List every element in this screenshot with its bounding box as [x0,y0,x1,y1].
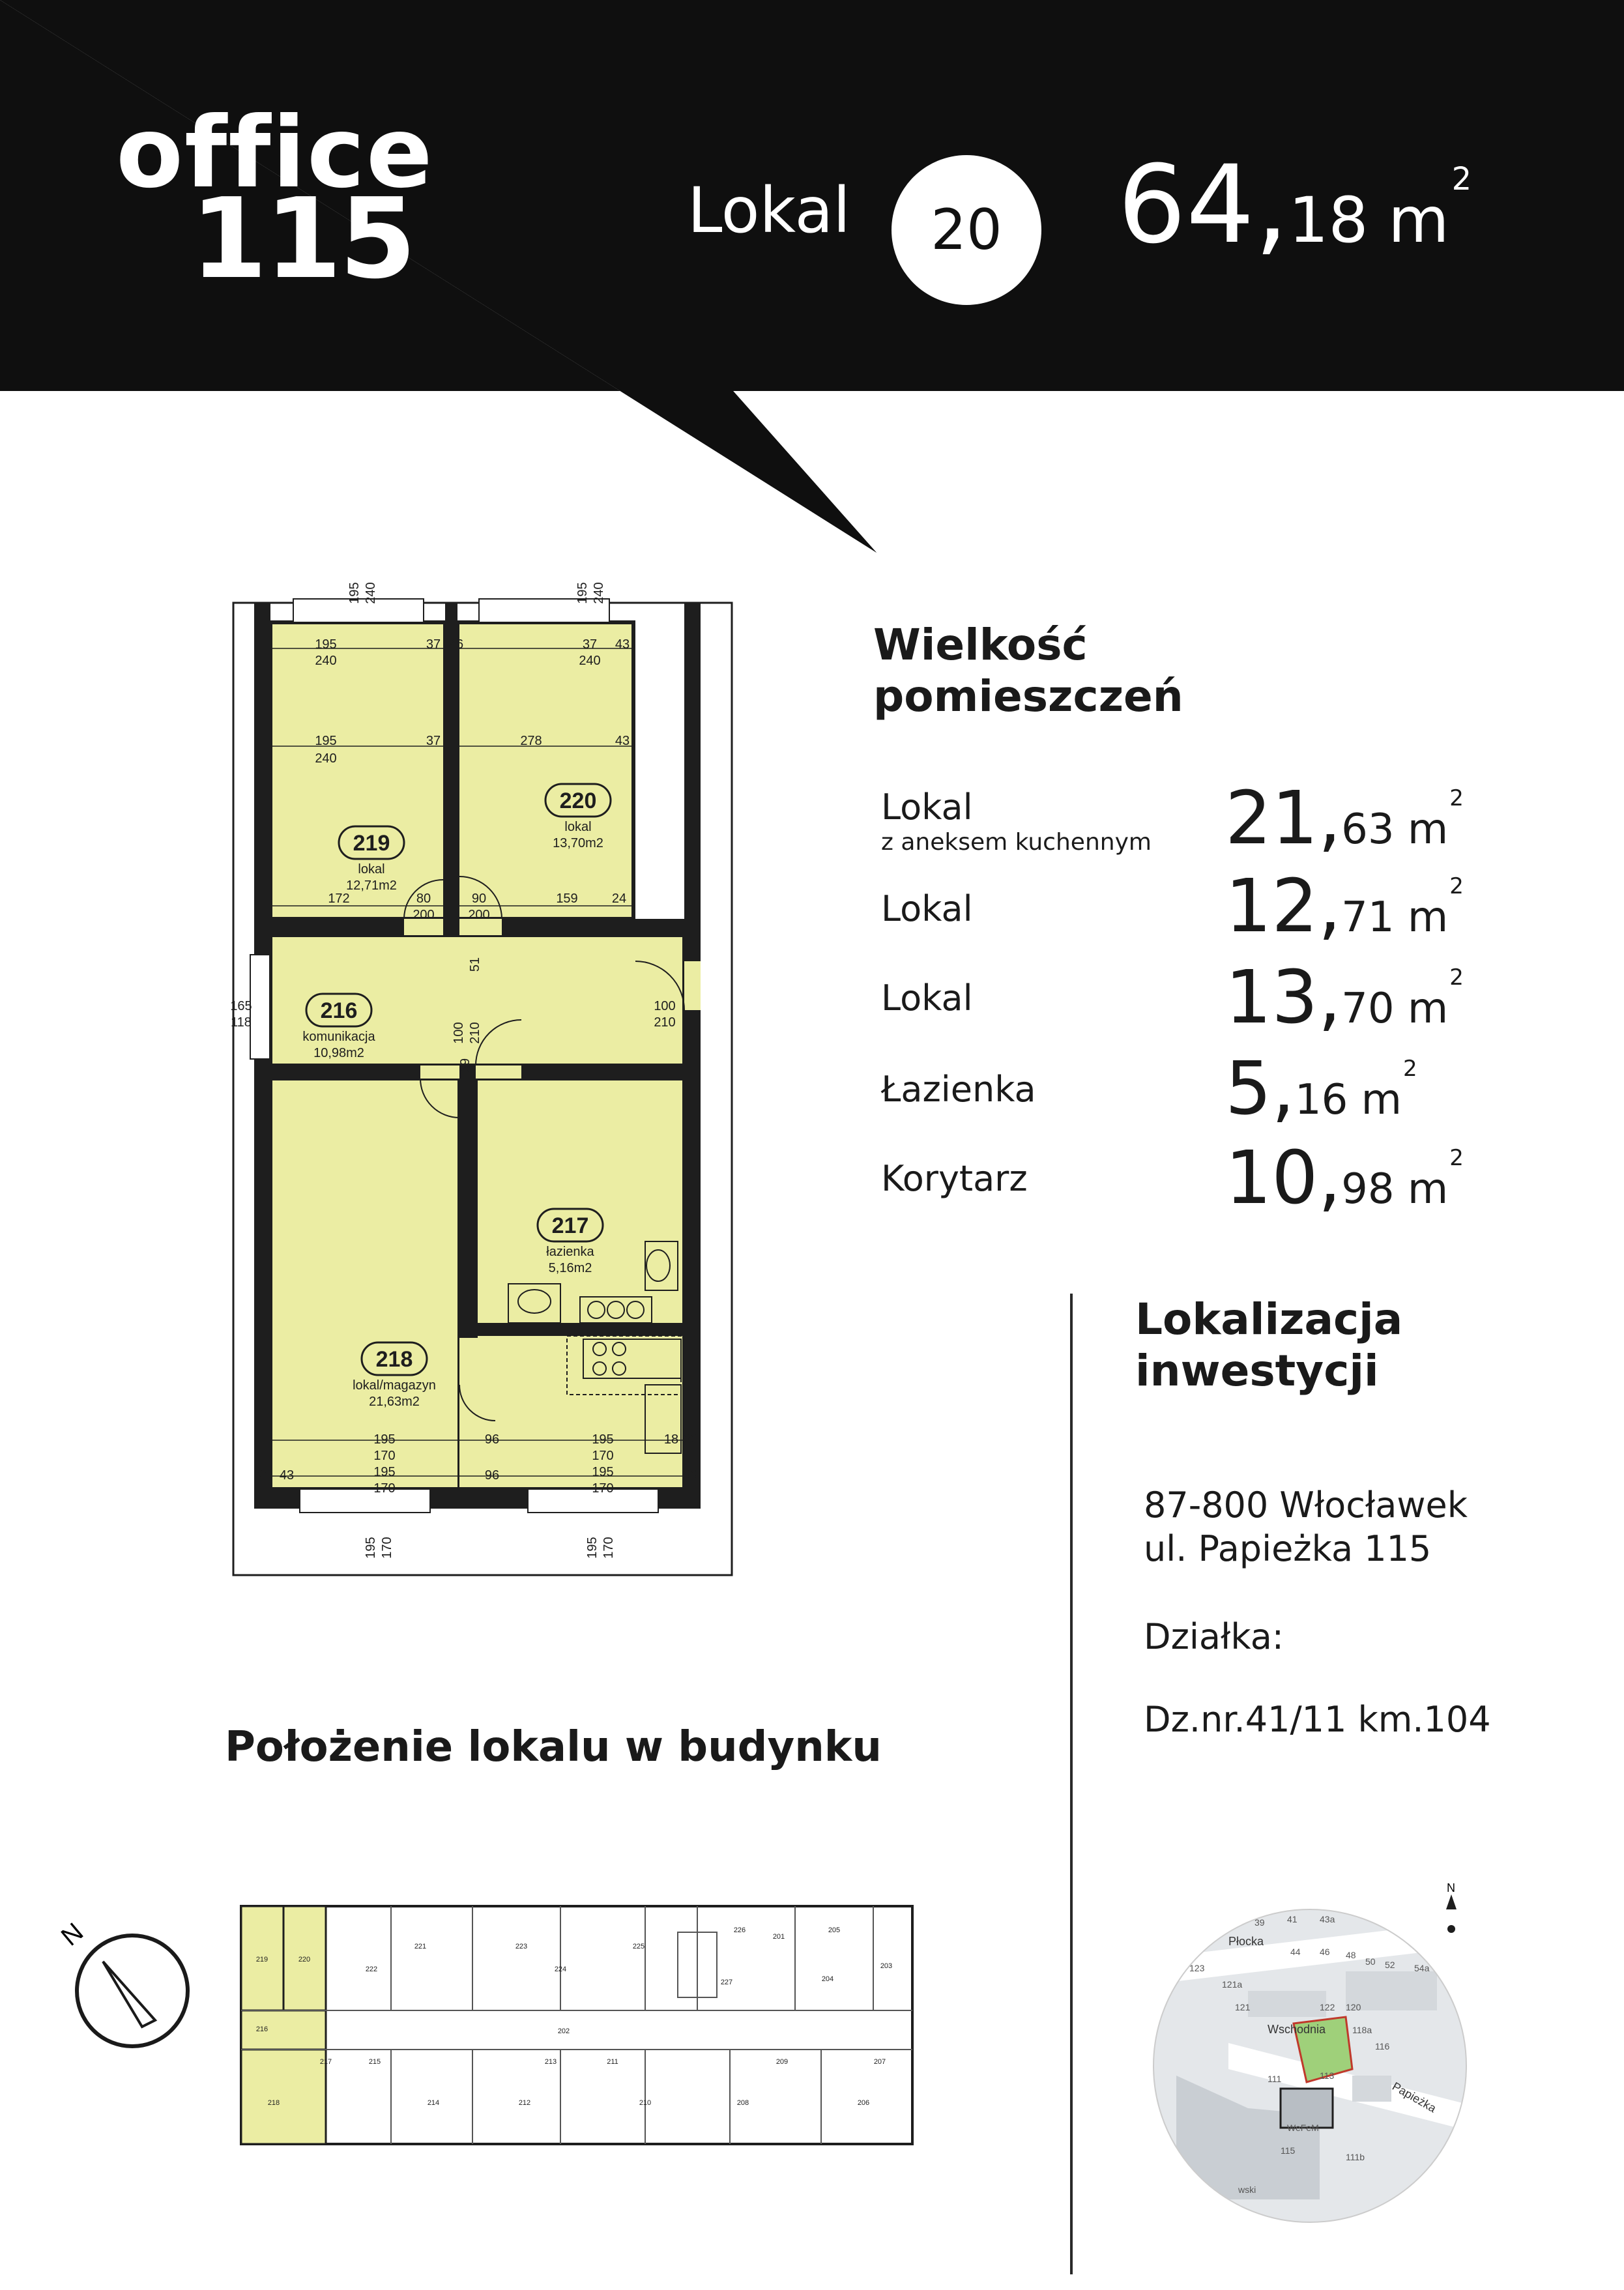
dim-text: 43 [615,637,630,652]
room-216-area: 10,98m2 [313,1046,364,1060]
map-label: 43a [1320,1914,1335,1924]
map-label: 50 [1365,1956,1376,1967]
section-divider [1070,1294,1073,2274]
map-north-label: N [1447,1881,1455,1894]
dim-text: 80 [416,891,431,906]
dim-text: 195 [373,1465,396,1479]
size-row-3-decimal: 70 m [1341,985,1449,1033]
plan-unit: 226 [733,1926,746,1934]
plan-unit: 201 [772,1933,785,1941]
plan-unit: 218 [267,2099,280,2107]
room-216-number: 216 [320,998,358,1023]
map-street-plocka: Płocka [1228,1935,1264,1948]
compass-north-label: N [55,1917,89,1952]
map-label: 39 [1254,1917,1265,1928]
dim-text: 240 [315,751,337,766]
dim-text: 195 [315,637,337,652]
plan-unit: 227 [720,1978,733,1986]
map-label: 115 [1281,2145,1296,2156]
logo-word: office [116,96,434,210]
dim-text: 240 [592,582,606,604]
dim-text: 195 [592,1465,614,1479]
size-row-3-whole: 13, [1225,955,1342,1040]
room-220-name: lokal [564,820,592,834]
plan-unit: 225 [632,1943,645,1950]
map-label: 41 [1287,1914,1298,1924]
room-218-fill-a [270,1079,459,1489]
room-217-name: łazienka [546,1245,594,1259]
dim-text: 90 [471,891,487,906]
unit-label: Lokal [688,174,850,247]
size-row-5-value [1225,1136,1464,1221]
dim-text: 170 [592,1481,614,1496]
plan-unit: 208 [736,2099,749,2107]
dim-text: 165 [230,999,252,1013]
map-street-wschodnia: Wschodnia [1268,2023,1326,2036]
plan-unit: 213 [544,2058,557,2066]
dim-text: 210 [468,1022,482,1044]
size-row-4-label: Łazienka [881,1069,1036,1110]
size-row-3-label: Lokal [881,978,973,1019]
building-plan [222,1893,925,2157]
size-row-1-decimal: 63 m [1341,805,1449,854]
plan-unit: 202 [557,2027,570,2035]
dim-text: 51 [468,957,482,972]
room-216-name: komunikacja [302,1030,375,1044]
room-217-area: 5,16m2 [548,1261,592,1275]
map-label: 121 [1235,2002,1251,2012]
unit-number-badge [892,155,1041,305]
dim-text: 170 [373,1481,396,1496]
dim-text: 96 [484,1468,500,1483]
dim-text: 100 [654,999,676,1013]
plan-unit: 217 [319,2058,332,2066]
room-sizes-title-line1: Wielkość [873,620,1088,670]
dim-text: 240 [364,582,378,604]
dim-text: 240 [579,654,601,668]
size-row-2-decimal: 71 m [1341,893,1449,942]
size-row-1-value [1225,776,1464,861]
dim-text: 43 [615,734,630,748]
plan-unit: 204 [821,1975,834,1983]
map-street-papiezka: Papieżka [1390,2080,1439,2115]
plot-value: Dz.nr.41/11 km.104 [1144,1699,1491,1740]
plan-unit: 221 [414,1943,427,1950]
dim-text: 37 [426,734,441,748]
room-218-number: 218 [375,1347,413,1372]
dim-text: 195 [347,582,362,604]
map-label: 111b [1346,2152,1365,2162]
size-row-4-sup: 2 [1402,1056,1417,1082]
dim-text: 159 [556,891,578,906]
plan-unit: 214 [427,2099,440,2107]
size-row-3-sup: 2 [1449,964,1464,991]
dim-text: 170 [373,1449,396,1463]
plan-unit: 207 [873,2058,886,2066]
size-row-1-label: Lokal [881,787,973,828]
map-label: 44 [1290,1947,1301,1957]
dim-text: 195 [364,1537,378,1559]
size-row-5-decimal: 98 m [1341,1165,1449,1213]
map-label: 111 [1268,2074,1282,2084]
room-sizes-title-line2: pomieszczeń [873,671,1183,722]
dim-text: 33 [683,1432,699,1447]
dim-text: 118 [231,1015,252,1030]
dim-text: 170 [602,1537,616,1559]
room-217-fill [476,1079,684,1325]
size-row-2-value [1225,864,1464,949]
plan-unit: 222 [365,1965,378,1973]
room-220-number: 220 [559,789,597,813]
plan-unit: 210 [639,2099,652,2107]
plan-unit: 206 [857,2099,870,2107]
dim-text: 46 [448,637,464,652]
dim-text: 195 [315,734,337,748]
dim-text: 24 [611,891,627,906]
size-row-5-label: Korytarz [881,1158,1028,1199]
dim-text: 37 [582,637,598,652]
address-line2: ul. Papieżka 115 [1144,1528,1432,1569]
room-219-area: 12,71m2 [346,878,397,893]
dim-text: 195 [585,1537,600,1559]
dim-text: 210 [654,1015,676,1030]
dim-text: 170 [380,1537,394,1559]
size-row-4-decimal: 16 m [1294,1076,1402,1124]
dim-text: 195 [373,1432,396,1447]
plan-unit: 212 [518,2099,531,2107]
map-label: WeFeM [1287,2123,1319,2133]
plan-unit: 203 [880,1962,893,1970]
plan-unit: 220 [298,1956,311,1964]
dim-text: 39 [458,1058,472,1073]
plan-unit: 209 [776,2058,789,2066]
location-title [1135,1294,1402,1397]
plan-unit: 224 [554,1965,567,1973]
dim-text: 21 [256,1468,272,1483]
dim-text: 240 [315,654,337,668]
map-label: 54a [1414,1963,1430,1973]
dim-text: 195 [575,582,590,604]
size-row-3-value [1225,955,1464,1040]
location-title-line1: Lokalizacja [1135,1294,1403,1344]
map-label: 122 [1320,2002,1335,2012]
building-position-title: Położenie lokalu w budynku [225,1723,882,1771]
room-218-fill-b [459,1336,684,1489]
size-row-4-value [1225,1047,1417,1131]
dim-text: 278 [520,734,542,748]
unit-number: 20 [931,197,1002,263]
size-row-4-whole: 5, [1225,1047,1295,1131]
dim-text: 200 [468,908,490,922]
plan-unit: 215 [368,2058,381,2066]
total-area-whole: 64, [1118,142,1289,267]
logo-number: 115 [190,175,414,304]
map-label: 46 [1320,1947,1330,1957]
room-217-number: 217 [551,1213,589,1238]
plan-unit: 211 [607,2058,618,2066]
room-218-area: 21,63m2 [369,1395,420,1409]
plan-unit: 216 [255,2025,268,2033]
size-row-1-sub: z aneksem kuchennym [881,829,1152,856]
map-label: 113 [1320,2070,1335,2081]
size-row-5-sup: 2 [1449,1145,1464,1171]
map-label: 121a [1222,1979,1243,1990]
size-row-1-sup: 2 [1449,785,1464,811]
map-label: 120 [1346,2002,1361,2012]
map-label: 48 [1346,1950,1356,1960]
dim-text: 100 [452,1022,466,1044]
dim-text: 96 [484,1432,500,1447]
room-219-number: 219 [353,831,390,856]
plan-unit: 219 [255,1956,268,1964]
size-row-2-whole: 12, [1225,864,1342,949]
plot-label: Działka: [1144,1616,1284,1657]
dim-text: 172 [328,891,350,906]
map-label: 118a [1352,2025,1372,2035]
dim-text: 43 [279,1468,295,1483]
total-area-unit-sup: 2 [1451,161,1472,197]
dim-text: 33 [683,1468,699,1483]
dim-text: 170 [592,1449,614,1463]
floor-plan [228,577,736,1593]
location-map [1150,1881,1483,2225]
dim-text: 18 [663,1432,679,1447]
total-area-decimal: 18 m [1288,184,1449,257]
map-label: 116 [1375,2041,1390,2051]
size-row-1-whole: 21, [1225,776,1342,861]
size-row-2-sup: 2 [1449,873,1464,899]
dim-text: 37 [426,637,441,652]
room-219-name: lokal [358,862,385,877]
room-220-fill [457,622,633,919]
map-label: 52 [1385,1960,1395,1970]
room-218-name: lokal/magazyn [353,1378,436,1393]
compass-icon [51,1909,194,2053]
dim-text: 195 [592,1432,614,1447]
address-line1: 87-800 Włocławek [1144,1485,1468,1526]
plan-unit: 223 [515,1943,528,1950]
size-row-2-label: Lokal [881,888,973,929]
plan-unit: 205 [828,1926,841,1934]
map-label: wski [1238,2184,1256,2195]
map-label: 123 [1189,1963,1205,1973]
size-row-5-whole: 10, [1225,1136,1342,1221]
location-title-line2: inwestycji [1135,1346,1379,1397]
total-area [1118,142,1472,267]
dim-text: 200 [413,908,435,922]
room-220-area: 13,70m2 [553,836,603,850]
room-sizes-title [873,619,1183,722]
